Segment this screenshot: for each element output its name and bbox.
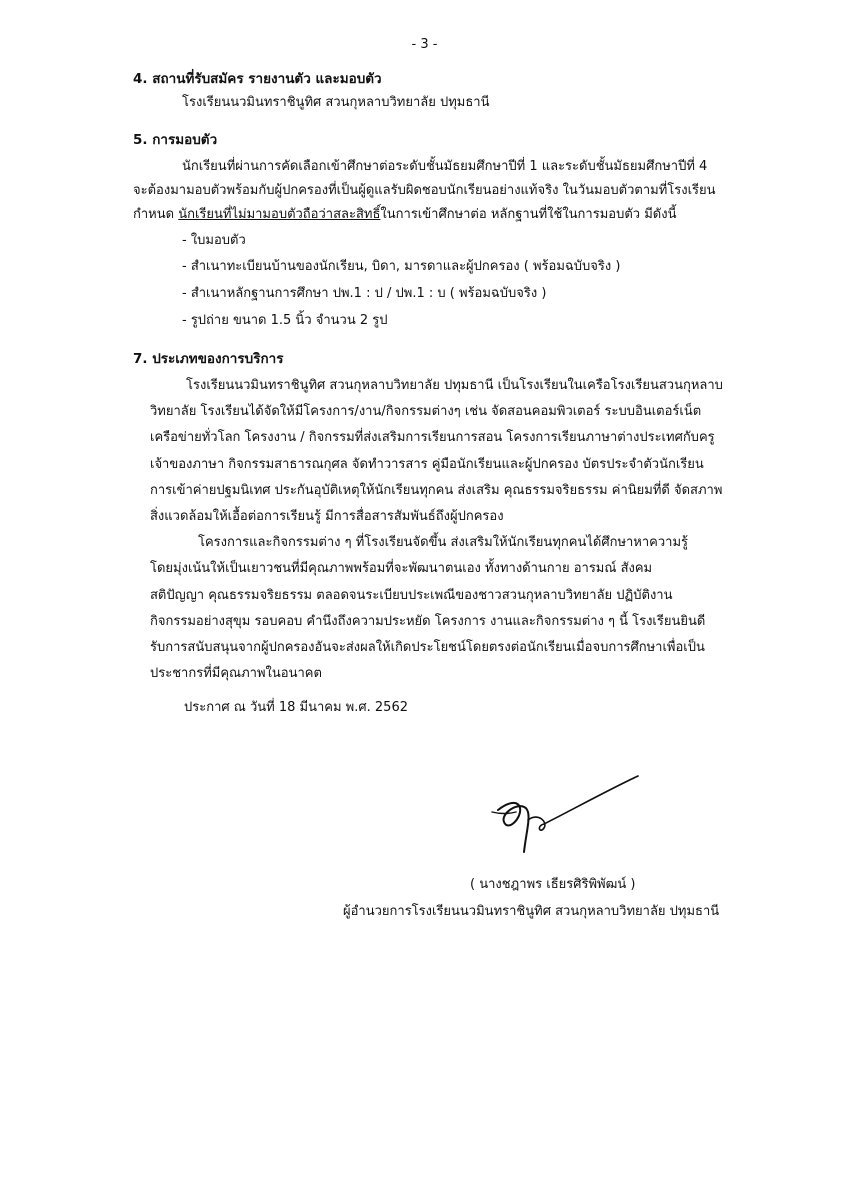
section-5-heading: 5. การมอบตัว	[133, 132, 218, 148]
section-5-para-line	[133, 206, 676, 224]
page-number: - 3 -	[411, 37, 438, 52]
document-list-item: - ใบมอบตัว	[182, 233, 246, 248]
section-4-heading: 4. สถานที่รับสมัคร รายงานตัว และมอบตัว	[133, 71, 382, 87]
signer-name: ( นางชฎาพร เธียรศิริพิพัฒน์ )	[470, 877, 636, 892]
section-7-para-line: เครือข่ายทั่วโลก โครงงาน / กิจกรรมที่ส่งเสริมการเรียนการสอน โครงการเรียนภาษาต่างประเทศกับครู	[150, 430, 715, 445]
forfeit-notice: นักเรียนที่ไม่มามอบตัวถือว่าสละสิทธิ์	[178, 207, 381, 222]
document-list-item: - สำเนาทะเบียนบ้านของนักเรียน, บิดา, มารดาและผู้ปกครอง ( พร้อมฉบับจริง )	[182, 259, 621, 274]
announcement-date: ประกาศ ณ วันที่ 18 มีนาคม พ.ศ. 2562	[184, 700, 408, 715]
section-7-para-line: โดยมุ่งเน้นให้เป็นเยาวชนที่มีคุณภาพพร้อมที่จะพัฒนาตนเอง ทั้งทางด้านกาย อารมณ์ สังคม	[150, 561, 653, 576]
section-5-text: กำหนด	[133, 207, 179, 222]
section-7-para-line: เจ้าของภาษา กิจกรรมสาธารณกุศล จัดทำวารสาร คู่มือนักเรียนและผู้ปกครอง บัตรประจำตัวนักเรียน	[150, 457, 704, 472]
section-7-para-line: สติปัญญา คุณธรรมจริยธรรม ตลอดจนระเบียบประเพณีของชาวสวนกุหลาบวิทยาลัย ปฏิบัติงาน	[150, 588, 673, 603]
section-7-para-line: วิทยาลัย โรงเรียนได้จัดให้มีโครงการ/งาน/กิจกรรมต่างๆ เช่น จัดสอนคอมพิวเตอร์ ระบบอินเตอร์เน็ต	[150, 404, 702, 419]
section-7-para-line: กิจกรรมอย่างสุขุม รอบคอบ คำนึงถึงความประหยัด โครงการ งานและกิจกรรมต่าง ๆ นี้ โรงเรียนยินดี	[150, 614, 706, 629]
signature-icon	[478, 772, 648, 862]
section-7-para-line: ประชากรที่มีคุณภาพในอนาคต	[150, 666, 322, 681]
section-7-heading: 7. ประเภทของการบริการ	[133, 351, 284, 367]
section-5-text: ในการเข้าศึกษาต่อ หลักฐานที่ใช้ในการมอบตัว มีดังนี้	[380, 207, 677, 222]
section-7-para-line: การเข้าค่ายปฐมนิเทศ ประกันอุบัติเหตุให้นักเรียนทุกคน ส่งเสริม คุณธรรมจริยธรรม ค่านิยมที่ดี จัดสภาพ	[150, 483, 723, 498]
document-list-item: - รูปถ่าย ขนาด 1.5 นิ้ว จำนวน 2 รูป	[182, 313, 388, 328]
section-7-para-line: รับการสนับสนุนจากผู้ปกครองอันจะส่งผลให้เกิดประโยชน์โดยตรงต่อนักเรียนเมื่อจบการศึกษาเพื่อเป็น	[150, 640, 705, 655]
signer-position: ผู้อำนวยการโรงเรียนนวมินทราชินูทิศ สวนกุหลาบวิทยาลัย ปทุมธานี	[343, 904, 720, 919]
document-list-item: - สำเนาหลักฐานการศึกษา ปพ.1 : ป / ปพ.1 : บ ( พร้อมฉบับจริง )	[182, 286, 547, 301]
section-7-para-line: โครงการและกิจกรรมต่าง ๆ ที่โรงเรียนจัดขึ้น ส่งเสริมให้นักเรียนทุกคนได้ศึกษาหาความรู้	[198, 535, 689, 550]
section-7-para-line: โรงเรียนนวมินทราชินูทิศ สวนกุหลาบวิทยาลัย ปทุมธานี เป็นโรงเรียนในเครือโรงเรียนสวนกุหลาบ	[186, 378, 723, 393]
section-5-para-line: จะต้องมามอบตัวพร้อมกับผู้ปกครองที่เป็นผู้ดูแลรับผิดชอบนักเรียนอย่างแท้จริง ในวันมอบตัวตามที่โรงเรียน	[133, 183, 716, 198]
section-5-para-line: นักเรียนที่ผ่านการคัดเลือกเข้าศึกษาต่อระดับชั้นมัธยมศึกษาปีที่ 1 และระดับชั้นมัธยมศึกษาปีที่ 4	[182, 159, 708, 174]
section-4-body: โรงเรียนนวมินทราชินูทิศ สวนกุหลาบวิทยาลัย ปทุมธานี	[182, 95, 490, 110]
section-7-para-line: สิ่งแวดล้อมให้เอื้อต่อการเรียนรู้ มีการสื่อสารสัมพันธ์ถึงผู้ปกครอง	[150, 509, 504, 524]
